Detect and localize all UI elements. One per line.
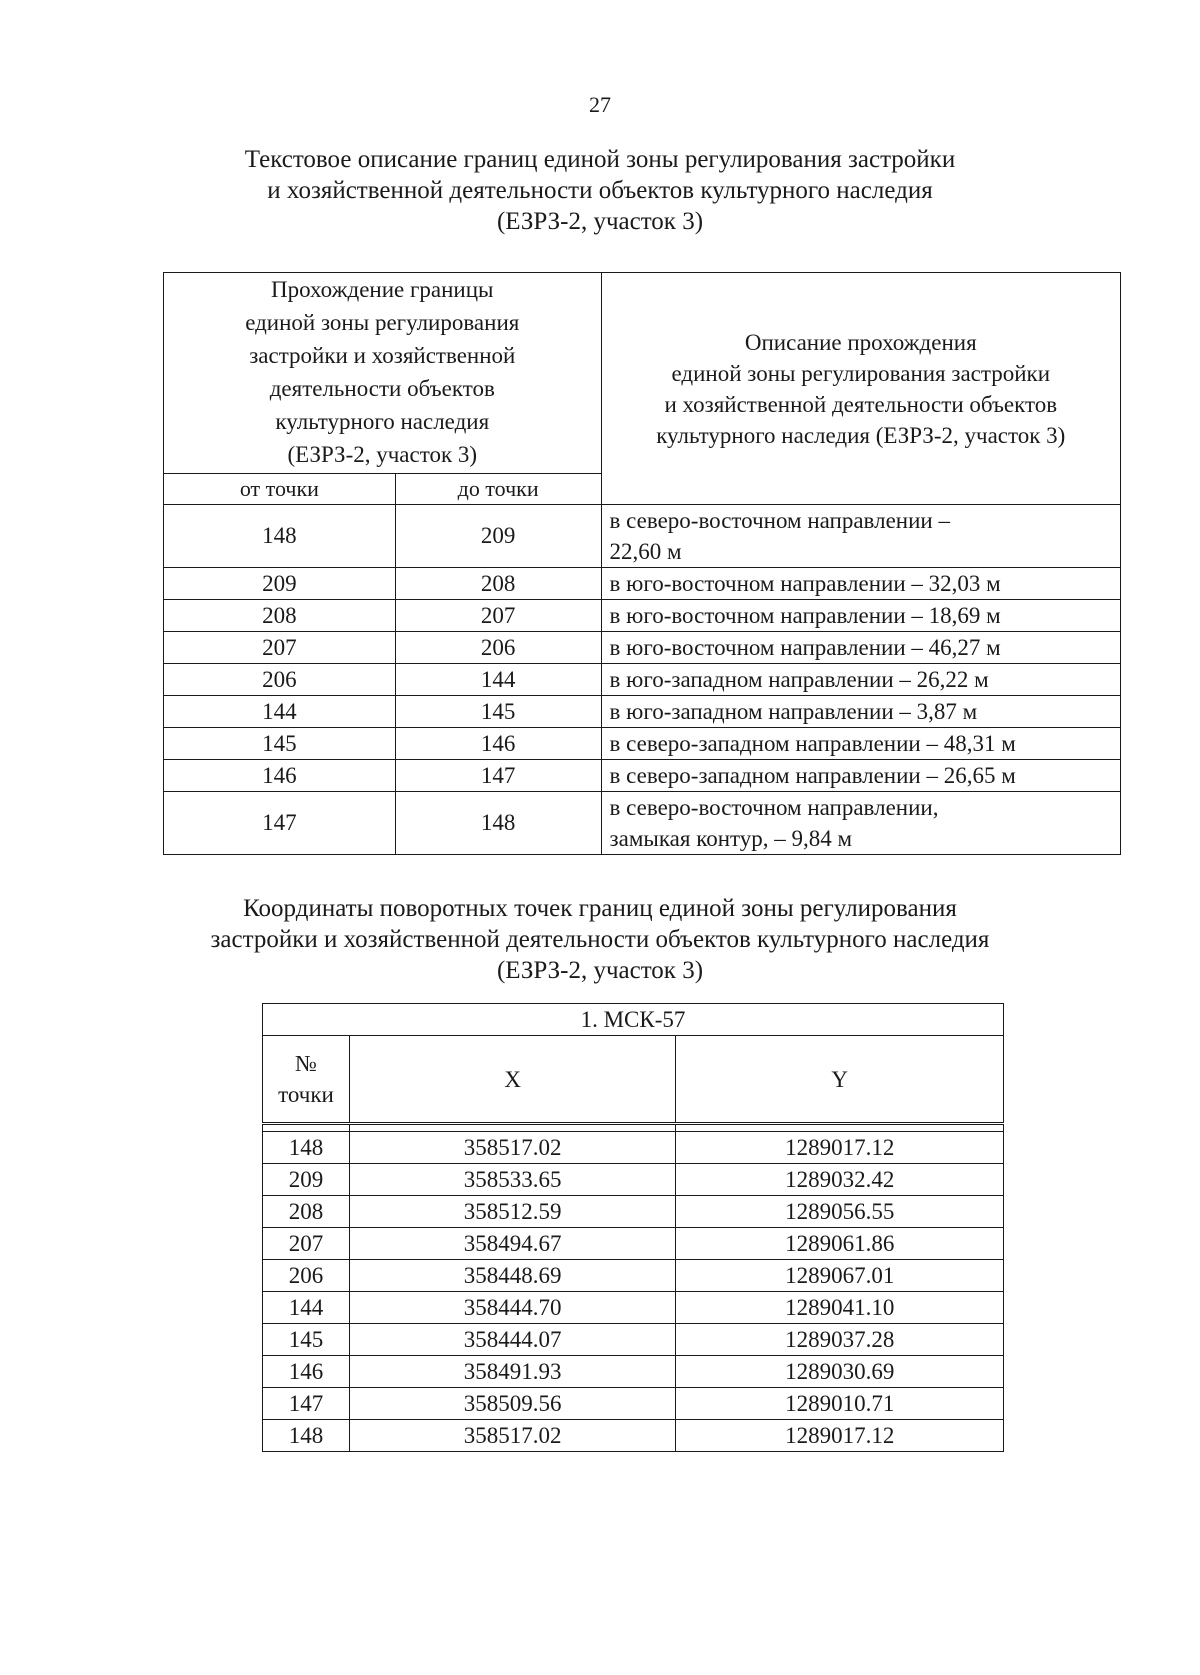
title-line: и хозяйственной деятельности объектов культурного наследия (267, 177, 933, 204)
table-row (263, 1388, 1004, 1420)
coordinates-table (262, 1003, 1004, 1452)
table-row (164, 568, 1121, 600)
y-coordinate: 1289037.28 (676, 1324, 1004, 1356)
x-coordinate: 358533.65 (349, 1164, 676, 1196)
y-coordinate: 1289067.01 (676, 1260, 1004, 1292)
x-coordinate: 358512.59 (349, 1196, 676, 1228)
table-row (263, 1228, 1004, 1260)
coordinate-system: 1. МСК-57 (263, 1004, 1004, 1036)
direction-description (601, 505, 1120, 568)
description-line: в северо-восточном направлении, (609, 795, 939, 820)
direction-description (601, 792, 1120, 855)
header-to-point: до точки (395, 474, 601, 505)
to-point: 144 (395, 664, 601, 696)
x-coordinate: 358444.70 (349, 1292, 676, 1324)
point-number: 207 (263, 1228, 350, 1260)
table-row (263, 1292, 1004, 1324)
y-coordinate: 1289041.10 (676, 1292, 1004, 1324)
header-x: X (349, 1036, 676, 1124)
direction-description: в юго-восточном направлении – 46,27 м (601, 632, 1120, 664)
header-line: точки (278, 1082, 334, 1107)
to-point: 147 (395, 760, 601, 792)
from-point: 206 (164, 664, 396, 696)
description-line: 22,60 м (609, 539, 682, 564)
header-boundary-passage (164, 273, 602, 474)
x-coordinate: 358448.69 (349, 1260, 676, 1292)
point-number: 148 (263, 1132, 350, 1164)
table-row (263, 1132, 1004, 1164)
header-line: культурного наследия (ЕЗРЗ-2, участок 3) (656, 422, 1066, 448)
title-line: Координаты поворотных точек границ единой зоны регулирования (243, 895, 957, 922)
header-line: единой зоны регулирования (245, 310, 520, 335)
table-row (164, 696, 1121, 728)
table-row (263, 1356, 1004, 1388)
y-coordinate: 1289017.12 (676, 1132, 1004, 1164)
header-separator (263, 1124, 1004, 1132)
direction-description: в юго-восточном направлении – 18,69 м (601, 600, 1120, 632)
x-coordinate: 358444.07 (349, 1324, 676, 1356)
from-point: 148 (164, 505, 396, 568)
table-row (164, 600, 1121, 632)
from-point: 207 (164, 632, 396, 664)
direction-description: в юго-западном направлении – 26,22 м (601, 664, 1120, 696)
header-line: единой зоны регулирования застройки (671, 360, 1051, 386)
direction-description: в северо-западном направлении – 26,65 м (601, 760, 1120, 792)
table-row (164, 792, 1121, 855)
from-point: 145 (164, 728, 396, 760)
point-number: 208 (263, 1196, 350, 1228)
from-point: 208 (164, 600, 396, 632)
direction-description: в юго-восточном направлении – 32,03 м (601, 568, 1120, 600)
point-number: 144 (263, 1292, 350, 1324)
title-line: застройки и хозяйственной деятельности объектов культурного наследия (210, 926, 990, 953)
table-row (263, 1420, 1004, 1452)
table-row (164, 505, 1121, 568)
title-line: Текстовое описание границ единой зоны регулирования застройки (244, 146, 956, 173)
separator-cell (349, 1124, 676, 1132)
from-point: 209 (164, 568, 396, 600)
boundary-description-title (100, 144, 1100, 237)
y-coordinate: 1289061.86 (676, 1228, 1004, 1260)
coordinates-title (100, 893, 1100, 986)
x-coordinate: 358517.02 (349, 1420, 676, 1452)
header-from-point: от точки (164, 474, 396, 505)
to-point: 146 (395, 728, 601, 760)
table-row (164, 728, 1121, 760)
from-point: 144 (164, 696, 396, 728)
title-line: (ЕЗРЗ-2, участок 3) (496, 208, 704, 235)
y-coordinate: 1289030.69 (676, 1356, 1004, 1388)
table-row (263, 1196, 1004, 1228)
point-number: 147 (263, 1388, 350, 1420)
table-row (263, 1164, 1004, 1196)
from-point: 147 (164, 792, 396, 855)
table-row (263, 1260, 1004, 1292)
direction-description: в юго-западном направлении – 3,87 м (601, 696, 1120, 728)
point-number: 148 (263, 1420, 350, 1452)
x-coordinate: 358491.93 (349, 1356, 676, 1388)
header-description (601, 273, 1120, 505)
to-point: 207 (395, 600, 601, 632)
description-line: замыкая контур, – 9,84 м (609, 826, 853, 851)
table-row (164, 664, 1121, 696)
header-line: и хозяйственной деятельности объектов (664, 391, 1058, 417)
y-coordinate: 1289017.12 (676, 1420, 1004, 1452)
separator-cell (676, 1124, 1004, 1132)
table-row (263, 1324, 1004, 1356)
point-number: 209 (263, 1164, 350, 1196)
x-coordinate: 358517.02 (349, 1132, 676, 1164)
page-number: 27 (589, 92, 611, 117)
to-point: 209 (395, 505, 601, 568)
y-coordinate: 1289056.55 (676, 1196, 1004, 1228)
header-line: застройки и хозяйственной (249, 343, 516, 368)
table-row (164, 760, 1121, 792)
description-line: в северо-восточном направлении – (609, 508, 950, 533)
x-coordinate: 358494.67 (349, 1228, 676, 1260)
to-point: 206 (395, 632, 601, 664)
boundary-description-table (163, 272, 1121, 855)
header-point-number (263, 1036, 350, 1124)
header-y: Y (676, 1036, 1004, 1124)
header-line: культурного наследия (275, 409, 490, 434)
point-number: 146 (263, 1356, 350, 1388)
from-point: 146 (164, 760, 396, 792)
to-point: 145 (395, 696, 601, 728)
x-coordinate: 358509.56 (349, 1388, 676, 1420)
y-coordinate: 1289010.71 (676, 1388, 1004, 1420)
point-number: 145 (263, 1324, 350, 1356)
table-row (164, 632, 1121, 664)
header-line: Прохождение границы (271, 277, 494, 302)
y-coordinate: 1289032.42 (676, 1164, 1004, 1196)
title-line: (ЕЗРЗ-2, участок 3) (496, 957, 704, 984)
to-point: 148 (395, 792, 601, 855)
separator-cell (263, 1124, 350, 1132)
header-line: (ЕЗРЗ-2, участок 3) (287, 442, 478, 467)
header-line: № (294, 1051, 317, 1076)
to-point: 208 (395, 568, 601, 600)
header-line: деятельности объектов (269, 376, 495, 401)
point-number: 206 (263, 1260, 350, 1292)
direction-description: в северо-западном направлении – 48,31 м (601, 728, 1120, 760)
header-line: Описание прохождения (744, 329, 977, 355)
